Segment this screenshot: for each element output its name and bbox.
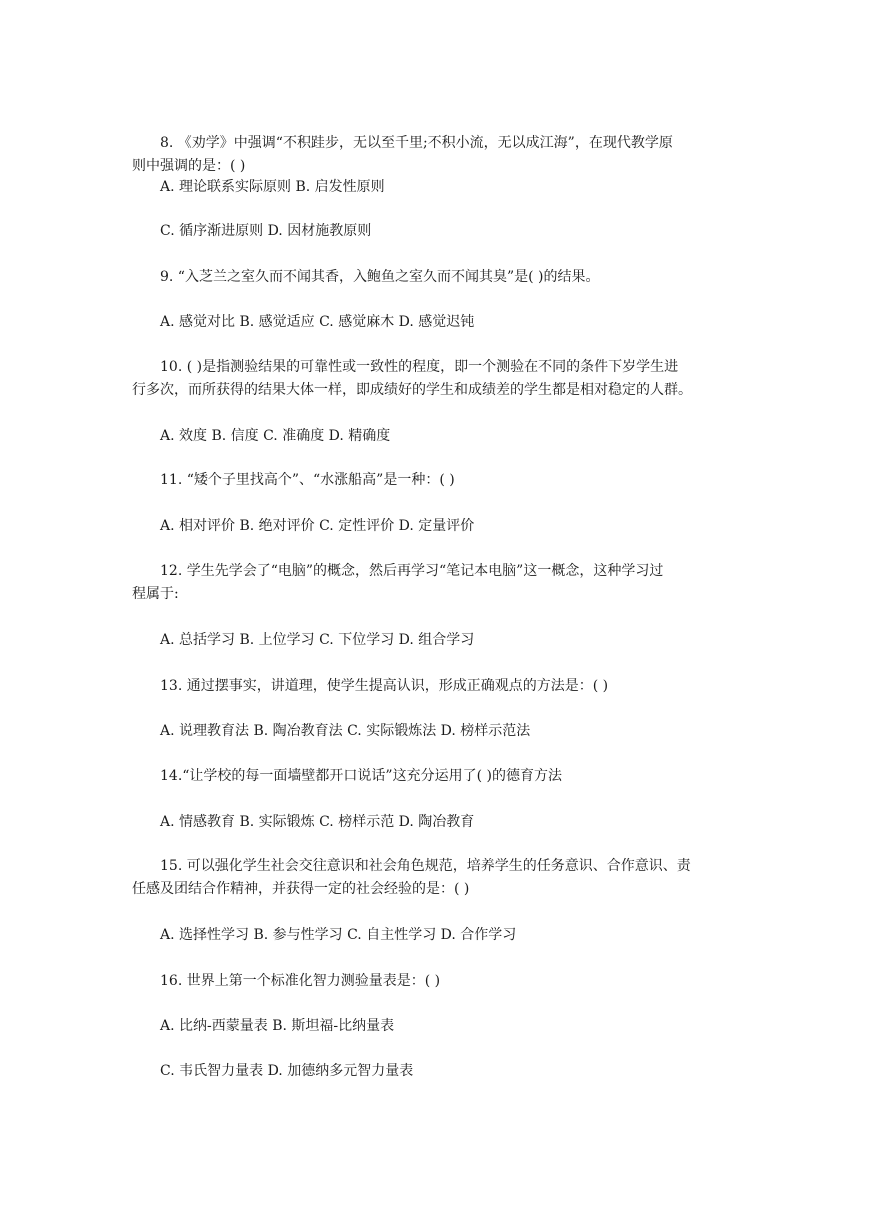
question-15-stem xyxy=(132,855,745,901)
question-8-stem-line1: 8. 《劝学》中强调“不积跬步，无以至千里;不积小流，无以成江海”，在现代教学原 xyxy=(160,135,673,151)
question-14-options: A. 情感教育 B. 实际锻炼 C. 榜样示范 D. 陶冶教育 xyxy=(160,814,475,830)
question-10-stem-line2: 行多次，而所获得的结果大体一样，即成绩好的学生和成绩差的学生都是相对稳定的人群。 xyxy=(132,382,692,398)
question-14-stem: 14.“让学校的每一面墙壁都开口说话”这充分运用了( )的德育方法 xyxy=(160,768,562,784)
question-8-stem xyxy=(132,132,745,178)
question-15-stem-line2: 任感及团结合作精神，并获得一定的社会经验的是：( ) xyxy=(132,881,470,897)
question-9-options: A. 感觉对比 B. 感觉适应 C. 感觉麻木 D. 感觉迟钝 xyxy=(160,314,475,330)
question-16-options-2: C. 韦氏智力量表 D. 加德纳多元智力量表 xyxy=(160,1063,414,1079)
question-11-stem: 11. “矮个子里找高个”、“水涨船高”是一种：( ) xyxy=(160,472,455,488)
question-15-stem-line1: 15. 可以强化学生社会交往意识和社会角色规范，培养学生的任务意识、合作意识、责 xyxy=(160,858,691,874)
question-12-options: A. 总括学习 B. 上位学习 C. 下位学习 D. 组合学习 xyxy=(160,632,475,648)
question-8-options-2: C. 循序渐进原则 D. 因材施教原则 xyxy=(160,223,372,239)
question-13-options: A. 说理教育法 B. 陶冶教育法 C. 实际锻炼法 D. 榜样示范法 xyxy=(160,723,531,739)
question-12-stem-line2: 程属于: xyxy=(132,586,179,602)
question-16-stem: 16. 世界上第一个标准化智力测验量表是：( ) xyxy=(160,973,441,989)
question-12-stem xyxy=(132,560,745,606)
question-10-stem xyxy=(132,356,745,402)
question-10-options: A. 效度 B. 信度 C. 准确度 D. 精确度 xyxy=(160,428,391,444)
question-8-stem-line2: 则中强调的是：( ) xyxy=(132,158,246,174)
question-11-options: A. 相对评价 B. 绝对评价 C. 定性评价 D. 定量评价 xyxy=(160,518,475,534)
question-15-options: A. 选择性学习 B. 参与性学习 C. 自主性学习 D. 合作学习 xyxy=(160,927,517,943)
question-9-stem: 9. “入芝兰之室久而不闻其香，入鲍鱼之室久而不闻其臭”是( )的结果。 xyxy=(160,269,600,285)
question-13-stem: 13. 通过摆事实，讲道理，使学生提高认识，形成正确观点的方法是：( ) xyxy=(160,678,609,694)
question-12-stem-line1: 12. 学生先学会了“电脑”的概念，然后再学习“笔记本电脑”这一概念，这种学习过 xyxy=(160,563,664,579)
question-16-options-1: A. 比纳-西蒙量表 B. 斯坦福-比纳量表 xyxy=(160,1018,395,1034)
question-8-options-1: A. 理论联系实际原则 B. 启发性原则 xyxy=(160,179,385,195)
question-10-stem-line1: 10. ( )是指测验结果的可靠性或一致性的程度，即一个测验在不同的条件下岁学生进 xyxy=(160,359,679,375)
